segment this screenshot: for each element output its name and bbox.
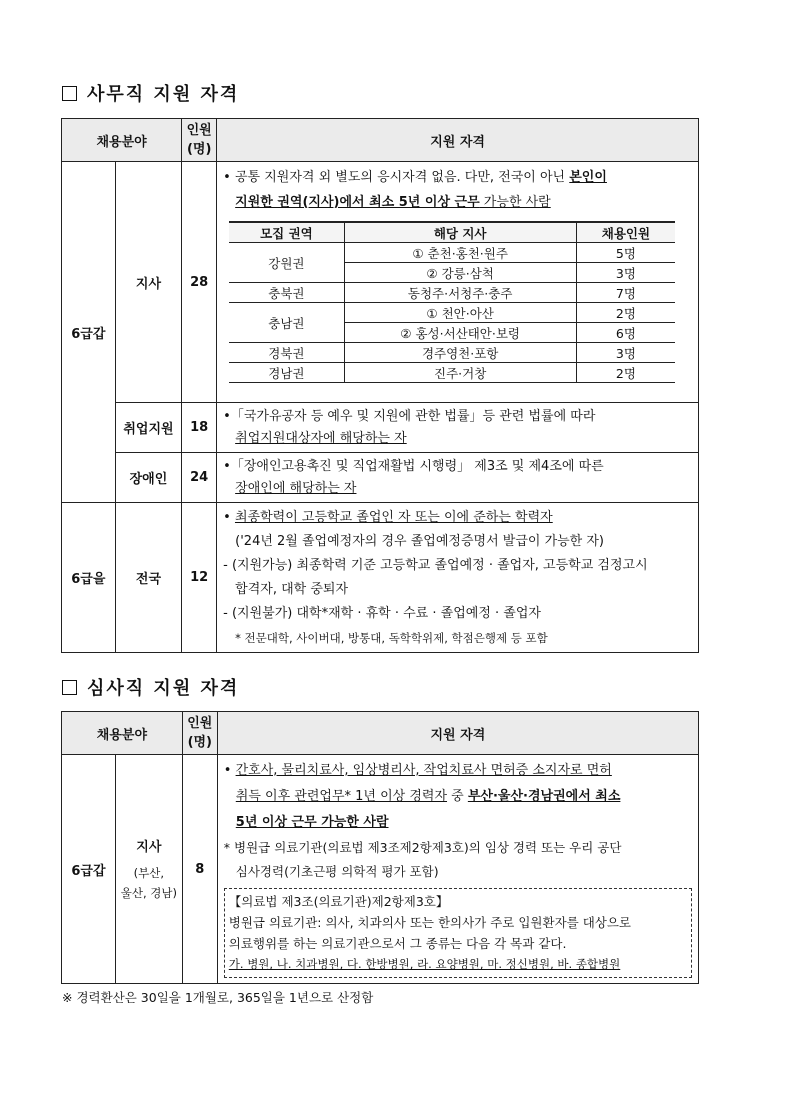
count-cell: 6명 — [576, 323, 675, 343]
qual-branch: • 공통 지원자격 외 별도의 응시자격 없음. 다만, 전국이 아닌 본인이 지원한 권역(지사)에서 최소 5년 이상 근무 가능한 사람 모집 권역 해당 지사 채용인원 강원권 ① 춘천·홍천·원주 5명 ② 강릉·삼척 3명 충북권 동청주·서청주·충주 7명 충남권 ① 천안·아산 2명 ② 홍성·서산태안·보령 6명 경북권 경주영천·포항 3명 경남권 진주·거창 2명 — [217, 162, 699, 403]
field-employment: 취업지원 — [115, 403, 182, 453]
field-branch: 지사 — [115, 162, 182, 403]
field-national: 전국 — [115, 503, 182, 653]
header-count: 인원 (명) — [182, 712, 217, 755]
header-qualification: 지원 자격 — [217, 712, 698, 755]
region-table — [229, 221, 675, 383]
region-cell: 강원권 — [229, 243, 344, 283]
sub-header-count: 채용인원 — [576, 222, 675, 243]
count-cell: 3명 — [576, 263, 675, 283]
grade-label: 6급갑 — [62, 162, 116, 503]
region-cell: 충북권 — [229, 283, 344, 303]
law-excerpt-box: 【의료법 제3조(의료기관)제2항제3호】 병원급 의료기관: 의사, 치과의사 또는 한의사가 주로 입원환자를 대상으로 의료행위를 하는 의료기관으로서 그 종류는 다음 각 목과 같다. 가. 병원, 나. 치과병원, 다. 한방병원, 라. 요양병원, 마. 정신병원, 바. 종합병원 — [224, 888, 692, 978]
footnote: ※ 경력환산은 30일을 1개월로, 365일을 1년으로 산정함 — [62, 990, 374, 1005]
header-field: 채용분야 — [62, 712, 183, 755]
branch-cell: 경주영천·포항 — [344, 343, 576, 363]
count-national: 12 — [182, 503, 217, 653]
section1-title: 사무직 지원 자격 — [62, 80, 239, 106]
count-cell: 5명 — [576, 243, 675, 263]
count-cell: 7명 — [576, 283, 675, 303]
count-branch: 8 — [182, 755, 217, 984]
count-cell: 2명 — [576, 303, 675, 323]
qual-review: • 간호사, 물리치료사, 임상병리사, 작업치료사 면허증 소지자로 면허 취득 이후 관련업무* 1년 이상 경력자 중 부산·울산·경남권에서 최소 5년 이상 근무 가능한 사람 * 병원급 의료기관(의료법 제3조제2항제3호)의 임상 경력 또는 우리 공단 심사경력(기초근평 의학적 평가 포함) 【의료법 제3조(의료기관)제2항제3호】 병원급 의료기관: 의사, 치과의사 또는 한의사가 주로 입원환자를 대상으로 의료행위를 하는 의료기관으로서 그 종류는 다음 각 목과 같다. 가. 병원, 나. 치과병원, 다. 한방병원, 라. 요양병원, 마. 정신병원, 바. 종합병원 — [217, 755, 698, 984]
header-field: 채용분야 — [62, 119, 182, 162]
branch-cell: ② 강릉·삼척 — [344, 263, 576, 283]
office-qualification-table — [61, 118, 699, 653]
checkbox-square-icon — [62, 680, 77, 695]
sub-header-region: 모집 권역 — [229, 222, 344, 243]
grade-label: 6급을 — [62, 503, 116, 653]
region-cell: 충남권 — [229, 303, 344, 343]
field-branch: 지사 (부산, 울산, 경남) — [115, 755, 182, 984]
count-disabled: 24 — [182, 453, 217, 503]
branch-cell: 진주·거창 — [344, 363, 576, 383]
qual-national: • 최종학력이 고등학교 졸업인 자 또는 이에 준하는 학력자 ('24년 2월 졸업예정자의 경우 졸업예정증명서 발급이 가능한 자) - (지원가능) 최종학력 기준 고등학교 졸업예정 · 졸업자, 고등학교 검정고시 합격자, 대학 중퇴자 - (지원불가) 대학*재학 · 휴학 · 수료 · 졸업예정 · 졸업자 * 전문대학, 사이버대, 방통대, 독학학위제, 학점은행제 등 포함 — [217, 503, 699, 653]
header-count: 인원 (명) — [182, 119, 217, 162]
branch-cell: ② 홍성·서산태안·보령 — [344, 323, 576, 343]
branch-cell: ① 천안·아산 — [344, 303, 576, 323]
qual-disabled: •「장애인고용촉진 및 직업재활법 시행령」 제3조 및 제4조에 따른 장애인에 해당하는 자 — [217, 453, 699, 503]
branch-cell: 동청주·서청주·충주 — [344, 283, 576, 303]
header-qualification: 지원 자격 — [217, 119, 699, 162]
qual-employment: •「국가유공자 등 예우 및 지원에 관한 법률」등 관련 법률에 따라 취업지원대상자에 해당하는 자 — [217, 403, 699, 453]
review-qualification-table — [61, 711, 699, 984]
region-cell: 경북권 — [229, 343, 344, 363]
section2-title: 심사직 지원 자격 — [62, 674, 239, 700]
count-branch: 28 — [182, 162, 217, 403]
sub-header-branch: 해당 지사 — [344, 222, 576, 243]
count-cell: 2명 — [576, 363, 675, 383]
branch-cell: ① 춘천·홍천·원주 — [344, 243, 576, 263]
grade-label: 6급갑 — [62, 755, 116, 984]
count-cell: 3명 — [576, 343, 675, 363]
region-cell: 경남권 — [229, 363, 344, 383]
field-disabled: 장애인 — [115, 453, 182, 503]
checkbox-square-icon — [62, 86, 77, 101]
count-employment: 18 — [182, 403, 217, 453]
